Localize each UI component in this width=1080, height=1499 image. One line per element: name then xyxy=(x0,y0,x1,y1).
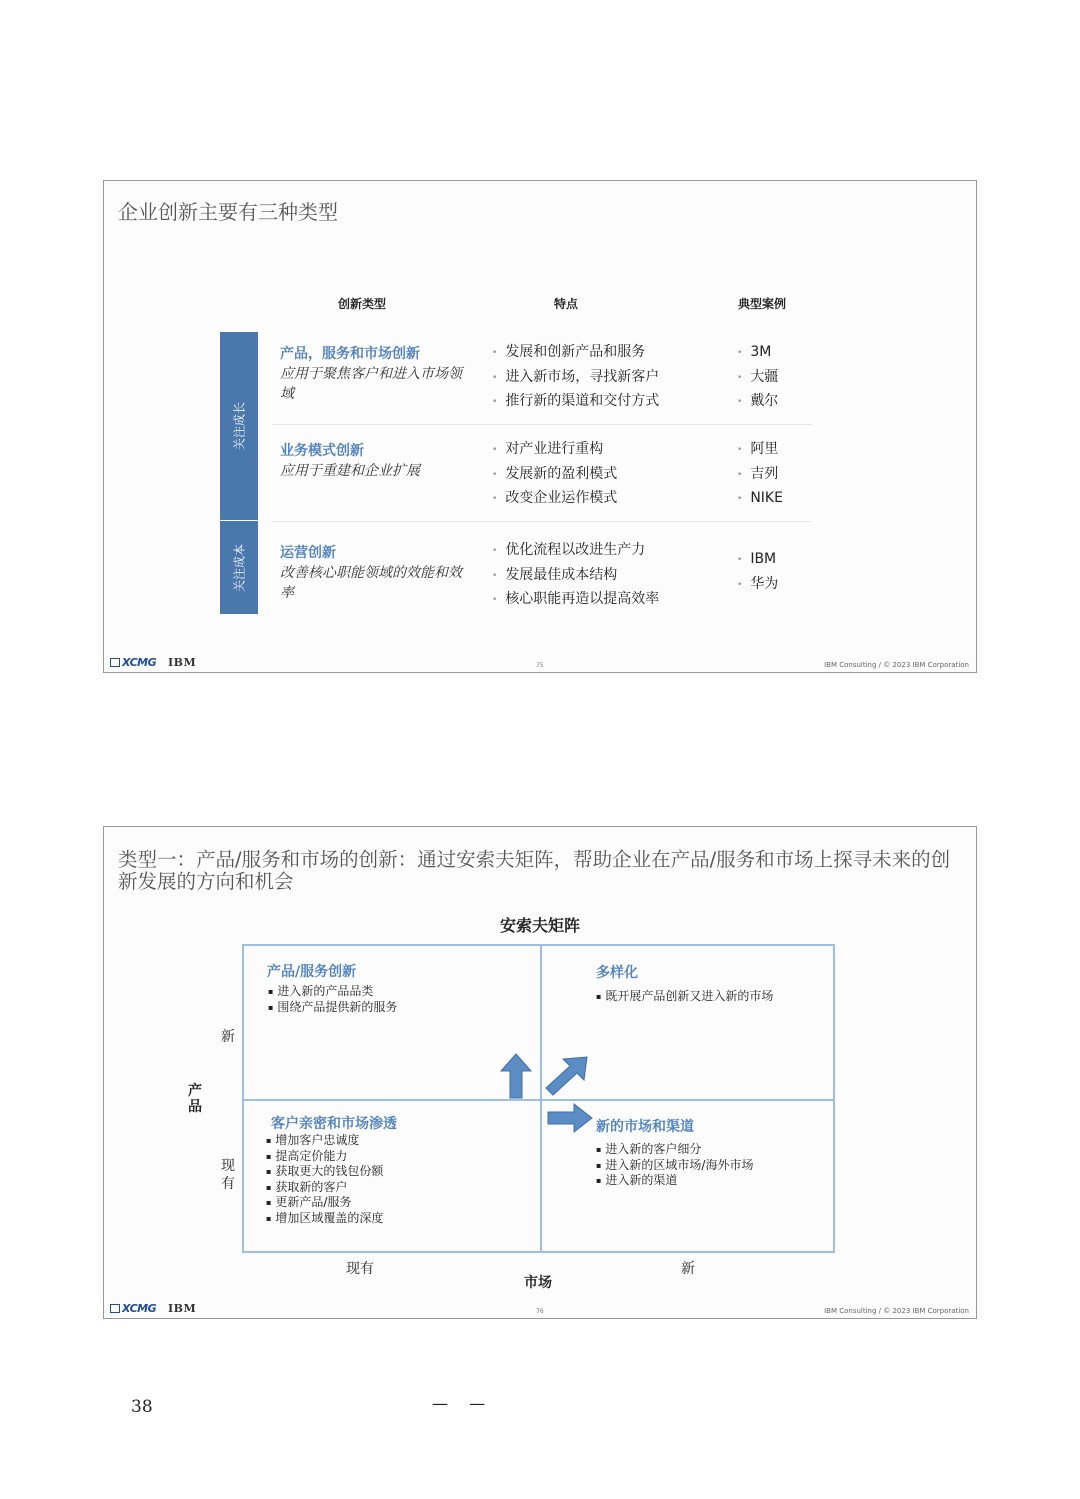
list-item: • 大疆 xyxy=(737,365,778,390)
list-item: • 对产业进行重构 xyxy=(492,437,617,462)
arrow-right-icon xyxy=(547,1103,593,1133)
ibm-logo: IBM xyxy=(168,656,197,669)
list-item: • 进入新市场，寻找新客户 xyxy=(492,365,659,390)
list-item: • IBM xyxy=(737,547,778,572)
xcmg-mark-icon xyxy=(110,1304,120,1313)
type-name: 产品，服务和市场创新 xyxy=(280,346,420,362)
list-item: • 3M xyxy=(737,340,778,365)
list-item: • NIKE xyxy=(737,486,783,511)
slide-ansoff-matrix xyxy=(103,826,977,1319)
xcmg-logo: XCMG xyxy=(110,656,156,669)
slide-page-number: 75 xyxy=(536,662,544,669)
slide-footer xyxy=(104,654,976,672)
side-label-cost: 关注成本 xyxy=(232,543,247,592)
type-description: 改善核心职能领域的效能和效率 xyxy=(280,565,462,601)
list-item: ▪ 提高定价能力 xyxy=(266,1149,383,1165)
list-item: • 优化流程以改进生产力 xyxy=(492,538,659,563)
page-footer-dashes: — — xyxy=(432,1394,494,1413)
list-item: ▪ 进入新的客户细分 xyxy=(596,1142,753,1158)
list-item: ▪ 增加区域覆盖的深度 xyxy=(266,1211,383,1227)
y-axis-title: 产品 xyxy=(188,1083,202,1115)
type-name: 业务模式创新 xyxy=(280,443,364,459)
list-item: ▪ 围绕产品提供新的服务 xyxy=(268,1000,397,1016)
x-axis-label-existing: 现有 xyxy=(346,1261,374,1277)
copyright: IBM Consulting / © 2023 IBM Corporation xyxy=(824,661,969,669)
list-item: ▪ 进入新的渠道 xyxy=(596,1173,753,1189)
list-item: • 推行新的渠道和交付方式 xyxy=(492,389,659,414)
column-header-case: 典型案例 xyxy=(738,297,787,311)
side-bar-growth xyxy=(220,332,258,520)
list-item: • 华为 xyxy=(737,572,778,597)
page-number: 38 xyxy=(131,1397,153,1417)
feature-list xyxy=(492,538,659,612)
slide-footer xyxy=(104,1300,976,1318)
slide-innovation-types xyxy=(103,180,977,673)
arrow-diagonal-icon xyxy=(544,1056,588,1096)
type-name: 运营创新 xyxy=(280,545,336,561)
xcmg-logo: XCMG xyxy=(110,1302,156,1315)
slide-title: 类型一：产品/服务和市场的创新：通过安索夫矩阵，帮助企业在产品/服务和市场上探寻未来的创新发展的方向和机会 xyxy=(118,848,951,893)
list-item: • 吉列 xyxy=(737,462,783,487)
list-item: ▪ 更新产品/服务 xyxy=(266,1195,383,1211)
quadrant-title-market-penetration: 客户亲密和市场渗透 xyxy=(271,1116,397,1132)
list-item: ▪ 获取更大的钱包份额 xyxy=(266,1164,383,1180)
feature-list xyxy=(492,340,659,414)
matrix-title: 安索夫矩阵 xyxy=(499,916,580,935)
y-axis-label-new: 新 xyxy=(221,1029,235,1045)
quadrant-list-product-innovation xyxy=(268,984,397,1015)
arrow-up-icon xyxy=(500,1053,532,1099)
quadrant-list-market-penetration xyxy=(266,1133,383,1226)
column-header-type: 创新类型 xyxy=(338,297,387,311)
slide-page-number: 76 xyxy=(536,1308,544,1315)
list-item: • 核心职能再造以提高效率 xyxy=(492,587,659,612)
case-list xyxy=(737,547,778,596)
x-axis-label-new: 新 xyxy=(681,1261,695,1277)
list-item: ▪ 进入新的区域市场/海外市场 xyxy=(596,1158,753,1174)
list-item: ▪ 进入新的产品品类 xyxy=(268,984,397,1000)
quadrant-title-new-markets: 新的市场和渠道 xyxy=(596,1119,694,1135)
xcmg-mark-icon xyxy=(110,658,120,667)
y-axis-label-existing: 现有 xyxy=(221,1158,235,1192)
list-item: ▪ 增加客户忠诚度 xyxy=(266,1133,383,1149)
row-divider xyxy=(272,424,812,425)
quadrant-title-product-innovation: 产品/服务创新 xyxy=(267,964,357,980)
list-item: • 发展新的盈利模式 xyxy=(492,462,617,487)
ansoff-matrix xyxy=(242,944,835,1253)
row-divider xyxy=(272,521,812,522)
ibm-logo: IBM xyxy=(168,1302,197,1315)
list-item: • 阿里 xyxy=(737,437,783,462)
list-item: • 发展最佳成本结构 xyxy=(492,563,659,588)
list-item: • 发展和创新产品和服务 xyxy=(492,340,659,365)
list-item: • 改变企业运作模式 xyxy=(492,486,617,511)
side-bar-cost xyxy=(220,521,258,614)
type-description: 应用于重建和企业扩展 xyxy=(280,463,420,479)
feature-list xyxy=(492,437,617,511)
quadrant-title-diversification: 多样化 xyxy=(596,965,638,981)
slide-title: 企业创新主要有三种类型 xyxy=(118,200,338,224)
case-list xyxy=(737,437,783,511)
list-item: • 戴尔 xyxy=(737,389,778,414)
matrix-divider-horizontal xyxy=(244,1099,833,1101)
copyright: IBM Consulting / © 2023 IBM Corporation xyxy=(824,1307,969,1315)
x-axis-title: 市场 xyxy=(524,1275,552,1291)
case-list xyxy=(737,340,778,414)
type-description: 应用于聚焦客户和进入市场领域 xyxy=(280,366,462,402)
column-header-feature: 特点 xyxy=(554,297,579,311)
list-item: ▪ 获取新的客户 xyxy=(266,1180,383,1196)
quadrant-list-new-markets xyxy=(596,1142,753,1189)
quadrant-list-diversification xyxy=(596,989,773,1005)
side-label-growth: 关注成长 xyxy=(232,401,247,451)
list-item: ▪ 既开展产品创新又进入新的市场 xyxy=(596,989,773,1005)
